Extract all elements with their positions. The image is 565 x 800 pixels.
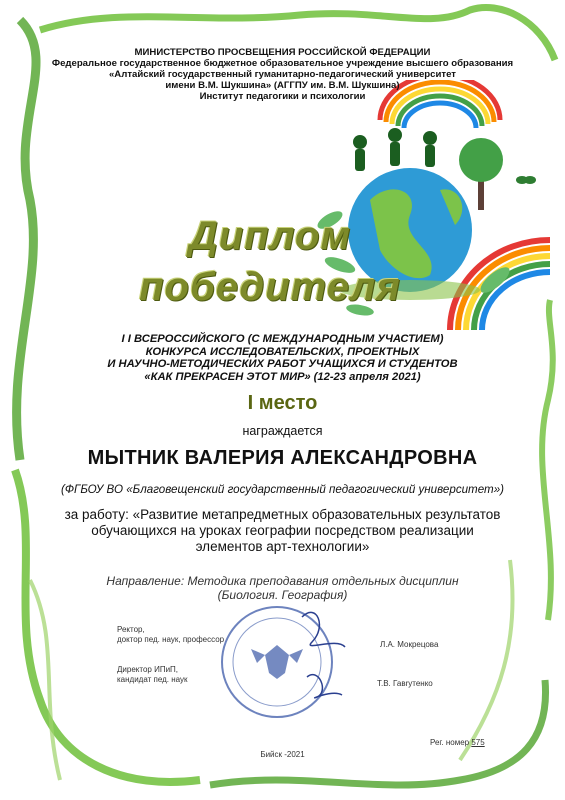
director-title-line: Директор ИПиП, (117, 665, 179, 674)
director-title (117, 665, 277, 685)
direction-line: Направление: Методика преподавания отдельных дисциплин (106, 574, 459, 588)
registration-number (430, 738, 540, 747)
work-line: обучающихся на уроках географии посредством реализации (91, 523, 474, 538)
ministry-line: МИНИСТЕРСТВО ПРОСВЕЩЕНИЯ РОССИЙСКОЙ ФЕДЕРАЦИИ (134, 47, 431, 58)
registration-value: 575 (471, 738, 485, 747)
director-signature (307, 675, 342, 698)
ministry-header (20, 47, 545, 102)
director-title-line: кандидат пед. наук (117, 675, 188, 684)
ministry-line: имени В.М. Шукшина» (АГГПУ им. В.М. Шукшина) (165, 80, 400, 91)
city-year: Бийск -2021 (260, 750, 305, 759)
work-line: за работу: «Развитие метапредметных образовательных результатов (64, 507, 501, 522)
place-label: I место (247, 392, 318, 414)
work-line: элементов арт-технологии» (195, 539, 370, 554)
registration-label: Рег. номер (430, 738, 470, 747)
contest-line: КОНКУРСА ИССЛЕДОВАТЕЛЬСКИХ, ПРОЕКТНЫХ (145, 345, 420, 358)
organization: (ФГБОУ ВО «Благовещенский государственный педагогический университет») (60, 483, 505, 496)
tree-icon (459, 138, 503, 210)
awarded-label: награждается (242, 424, 323, 438)
contest-line: И НАУЧНО-МЕТОДИЧЕСКИХ РАБОТ УЧАЩИХСЯ И СТУДЕНТОВ (107, 358, 458, 371)
work-title (20, 507, 545, 555)
butterfly-icon (516, 176, 536, 184)
winner-name: МЫТНИК ВАЛЕРИЯ АЛЕКСАНДРОВНА (87, 447, 478, 469)
official-stamp (207, 597, 347, 727)
diploma-subtitle: победителя (139, 265, 401, 309)
rector-title-line: Ректор, (117, 625, 145, 634)
ministry-line: «Алтайский государственный гуманитарно-педагогический университет (108, 69, 457, 80)
rector-title-line: доктор пед. наук, профессор (117, 635, 225, 644)
rector-title (117, 625, 277, 645)
contest-line: «КАК ПРЕКРАСЕН ЭТОТ МИР» (12-23 апреля 2021) (144, 370, 421, 383)
ministry-line: Федеральное государственное бюджетное образовательное учреждение высшего образования (51, 58, 514, 69)
children-silhouettes (353, 128, 437, 171)
rector-name: Л.А. Мокрецова (380, 640, 439, 649)
contest-description (60, 333, 505, 383)
direction-line: (Биология. География) (217, 588, 348, 602)
contest-line: I I ВСЕРОССИЙСКОГО (С МЕЖДУНАРОДНЫМ УЧАСТИЕМ) (121, 333, 444, 345)
ministry-line: Институт педагогики и психологии (199, 91, 366, 102)
diploma-title: Диплом (188, 214, 352, 258)
director-name: Т.В. Гавrутенко (377, 679, 433, 688)
